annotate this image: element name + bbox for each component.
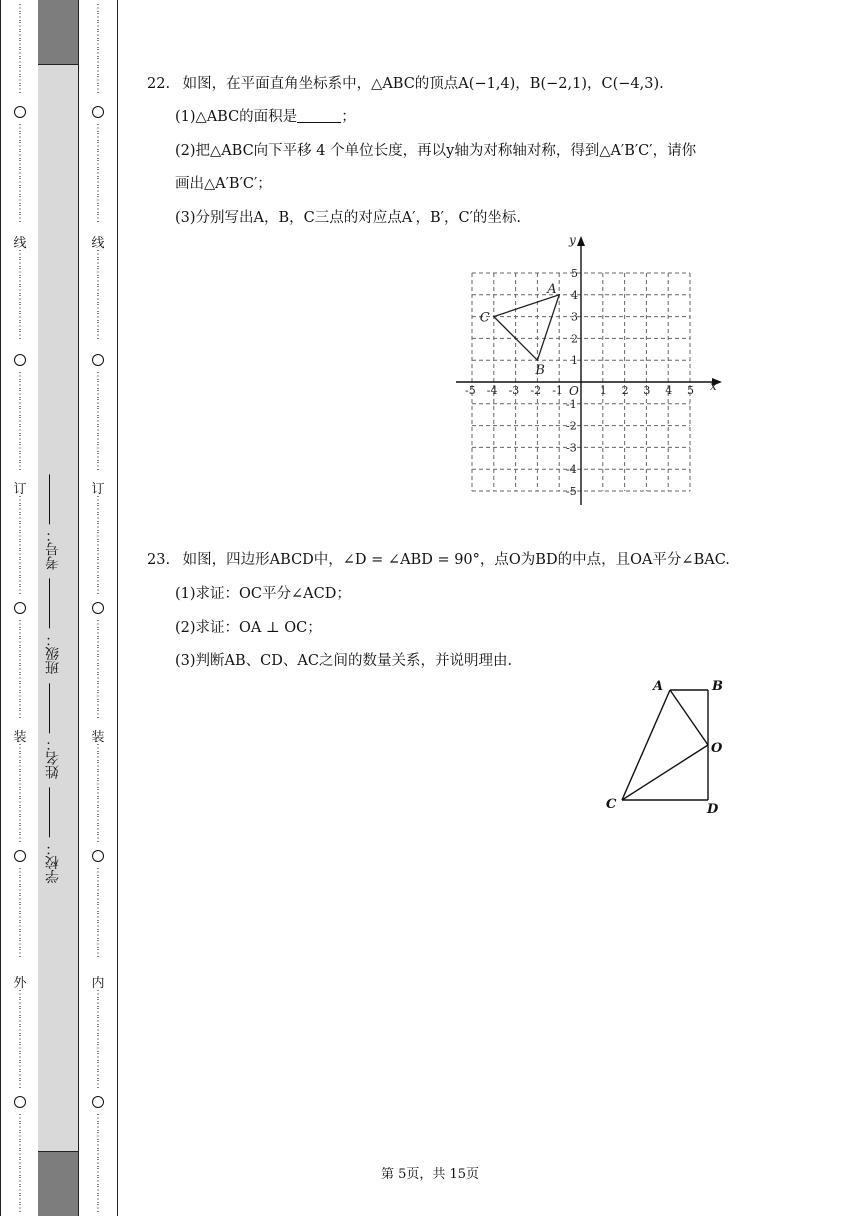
label-b: B: [712, 679, 723, 694]
q22-number: 22.: [147, 76, 171, 92]
y-axis-arrow: [577, 236, 585, 246]
x-tick-label: -2: [530, 384, 542, 397]
dotted-cut-line: ⋮ ⋮ ⋮ ⋮ ⋮ ⋮ ⋮ ⋮ ⋮ ⋮: [93, 249, 103, 341]
quadrilateral-figure: [600, 672, 730, 822]
point-label-b: B: [535, 363, 545, 379]
dotted-cut-line: ⋮ ⋮ ⋮ ⋮ ⋮ ⋮ ⋮ ⋮ ⋮ ⋮ ⋮: [15, 743, 25, 844]
y-tick-label: 1: [571, 354, 578, 368]
q23-stem: [147, 550, 730, 570]
dotted-cut-line: ⋮ ⋮ ⋮ ⋮ ⋮ ⋮ ⋮ ⋮ ⋮ ⋮: [93, 867, 103, 959]
circle-marker: [1, 850, 39, 866]
q23-part2: (2)求证：OA ⊥ OC；: [175, 620, 322, 636]
circle-marker: [1, 1096, 39, 1112]
dotted-cut-line: ⋮ ⋮ ⋮ ⋮ ⋮ ⋮ ⋮ ⋮ ⋮ ⋮ ⋮: [93, 371, 103, 472]
student-info-band: [38, 0, 79, 1216]
circle-marker: [79, 602, 117, 618]
q22-part3: (3)分别写出A，B，C三点的对应点A′，B′，C′的坐标.: [175, 210, 521, 226]
circle-marker: [1, 106, 39, 122]
q22-part1: [175, 107, 356, 127]
q22-stem: [147, 74, 664, 94]
x-tick-label: 1: [599, 384, 607, 397]
page-footer: 第 5页，共 15页: [380, 1167, 480, 1182]
field-class: 班级：: [45, 632, 61, 675]
x-axis-label: x: [710, 379, 717, 393]
x-tick-label: -4: [486, 384, 498, 397]
x-tick-label: 5: [687, 384, 694, 397]
q22-part1-end: ；: [341, 109, 356, 125]
binding-mark: 订: [91, 482, 105, 497]
segment-ao: [670, 690, 708, 745]
q23-part1: (1)求证：OC平分∠ACD；: [175, 586, 351, 602]
circle-marker: [79, 106, 117, 122]
binding-mark: 外: [13, 976, 27, 991]
label-a: A: [653, 679, 664, 694]
coordinate-grid-figure: [450, 230, 730, 510]
dotted-cut-line: ⋮ ⋮ ⋮ ⋮ ⋮ ⋮ ⋮ ⋮ ⋮ ⋮ ⋮: [15, 619, 25, 720]
gray-block-top: [38, 0, 78, 65]
field-exam-no: 考号：: [45, 528, 61, 570]
y-tick-label: 4: [571, 288, 578, 302]
q22-part1-text: (1)△ABC的面积是: [175, 109, 298, 125]
origin-label: O: [569, 384, 579, 398]
dotted-cut-line: ⋮ ⋮ ⋮ ⋮ ⋮ ⋮ ⋮ ⋮ ⋮ ⋮ ⋮: [93, 989, 103, 1090]
gray-block-bottom: [38, 1151, 78, 1216]
point-label-a: A: [547, 281, 557, 297]
segment-co: [622, 745, 708, 800]
dotted-cut-line: ⋮ ⋮ ⋮ ⋮ ⋮ ⋮ ⋮ ⋮ ⋮ ⋮: [15, 867, 25, 959]
binding-mark: 内: [91, 976, 105, 991]
y-tick-label: -3: [566, 441, 577, 455]
dotted-cut-line: ⋮ ⋮ ⋮ ⋮ ⋮ ⋮ ⋮ ⋮ ⋮ ⋮ ⋮: [93, 123, 103, 224]
dotted-cut-line: ⋮ ⋮ ⋮ ⋮ ⋮ ⋮ ⋮ ⋮ ⋮ ⋮: [15, 249, 25, 341]
triangle-abc: [494, 295, 559, 360]
label-c: C: [606, 797, 617, 812]
x-tick-label: -5: [465, 384, 476, 397]
circle-marker: [79, 850, 117, 866]
x-tick-label: -3: [508, 384, 520, 397]
label-d: D: [707, 802, 719, 817]
inner-binding-rail: [79, 0, 118, 1216]
binding-mark: 线: [13, 236, 27, 251]
binding-mark: 订: [13, 482, 27, 497]
y-tick-label: -5: [566, 485, 577, 498]
student-info-fields: [43, 470, 63, 883]
x-tick-label: 3: [643, 384, 651, 397]
dotted-cut-line: ⋮ ⋮ ⋮ ⋮ ⋮ ⋮ ⋮ ⋮ ⋮ ⋮ ⋮: [93, 743, 103, 844]
circle-marker: [79, 354, 117, 370]
x-tick-label: -1: [552, 384, 563, 397]
q22-part2b: 画出△A′B′C′；: [175, 176, 272, 192]
point-label-c: C: [479, 310, 490, 326]
dotted-cut-line: ⋮ ⋮ ⋮ ⋮ ⋮ ⋮ ⋮ ⋮ ⋮ ⋮ ⋮: [93, 619, 103, 720]
dotted-cut-line: ⋮ ⋮ ⋮ ⋮ ⋮ ⋮ ⋮ ⋮ ⋮ ⋮ ⋮: [15, 989, 25, 1090]
dotted-cut-line: ⋮ ⋮ ⋮ ⋮ ⋮ ⋮ ⋮ ⋮ ⋮ ⋮ ⋮: [93, 495, 103, 596]
binding-mark: 装: [91, 730, 105, 745]
dotted-cut-line: ⋮ ⋮ ⋮ ⋮ ⋮ ⋮ ⋮ ⋮ ⋮ ⋮ ⋮: [93, 1113, 103, 1214]
circle-marker: [1, 602, 39, 618]
x-tick-label: 2: [621, 384, 629, 397]
q23-number: 23.: [147, 552, 171, 568]
field-name: 姓名：: [45, 736, 61, 779]
outer-binding-rail: [0, 0, 40, 1216]
binding-mark: 装: [13, 730, 27, 745]
x-tick-label: 4: [665, 384, 673, 397]
y-tick-label: 3: [571, 310, 578, 324]
y-tick-label: -2: [566, 419, 577, 433]
dotted-cut-line: ⋮ ⋮ ⋮ ⋮ ⋮ ⋮ ⋮ ⋮ ⋮ ⋮ ⋮: [15, 495, 25, 596]
answer-blank: [297, 108, 341, 123]
q23-part3: (3)判断AB、CD、AC之间的数量关系，并说明理由.: [175, 653, 513, 669]
y-tick-label: 2: [571, 332, 578, 346]
dotted-cut-line: ⋮ ⋮ ⋮ ⋮ ⋮ ⋮ ⋮ ⋮ ⋮ ⋮ ⋮: [15, 1113, 25, 1214]
dotted-cut-line: ⋮ ⋮ ⋮ ⋮ ⋮ ⋮ ⋮ ⋮ ⋮ ⋮: [15, 3, 25, 95]
label-o: O: [711, 741, 723, 756]
dotted-cut-line: ⋮ ⋮ ⋮ ⋮ ⋮ ⋮ ⋮ ⋮ ⋮ ⋮ ⋮: [15, 371, 25, 472]
field-school: 学校：: [45, 841, 61, 884]
y-axis-label: y: [569, 233, 576, 247]
circle-marker: [1, 354, 39, 370]
y-tick-label: -4: [566, 463, 577, 477]
binding-mark: 线: [91, 236, 105, 251]
segment-ac: [622, 690, 670, 800]
q23-stem-text: 如图，四边形ABCD中，∠D = ∠ABD = 90°，点O为BD的中点，且OA平分∠BAC.: [182, 552, 730, 568]
y-tick-label: 5: [571, 267, 578, 280]
y-tick-label: -1: [566, 397, 577, 411]
circle-marker: [79, 1096, 117, 1112]
q22-part2a: (2)把△ABC向下平移 4 个单位长度，再以y轴为对称轴对称，得到△A′B′C′，请你: [175, 143, 697, 159]
q22-stem-text: 如图，在平面直角坐标系中，△ABC的顶点A(−1,4)，B(−2,1)，C(−4,3).: [182, 76, 664, 92]
dotted-cut-line: ⋮ ⋮ ⋮ ⋮ ⋮ ⋮ ⋮ ⋮ ⋮ ⋮ ⋮: [15, 123, 25, 224]
dotted-cut-line: ⋮ ⋮ ⋮ ⋮ ⋮ ⋮ ⋮ ⋮ ⋮ ⋮: [93, 3, 103, 95]
